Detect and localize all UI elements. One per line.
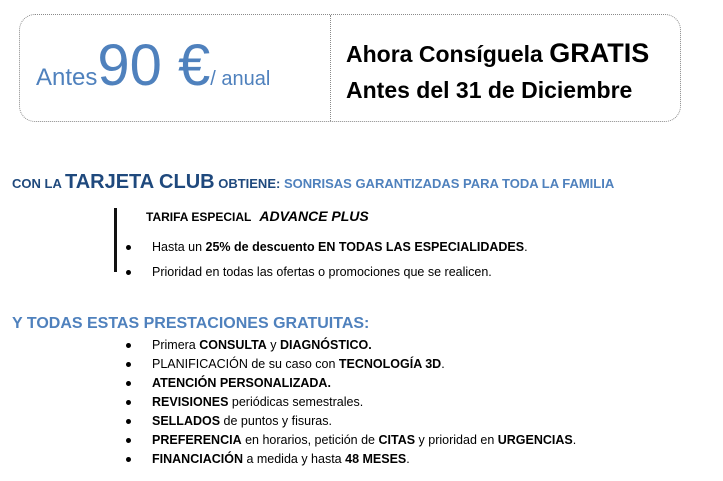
list-item: Hasta un 25% de descuento EN TODAS LAS ESPECIALIDADES. bbox=[152, 235, 528, 260]
prestaciones-heading: Y TODAS ESTAS PRESTACIONES GRATUITAS: bbox=[12, 315, 370, 332]
bullet-icon bbox=[126, 419, 131, 424]
price-amount: 90 € bbox=[97, 33, 211, 98]
bullet-icon bbox=[126, 381, 131, 386]
bullet-icon bbox=[126, 400, 131, 405]
free-offer bbox=[346, 35, 649, 108]
price-period: / anual bbox=[210, 68, 271, 90]
bullet-icon bbox=[126, 457, 131, 462]
offer-line-2: Antes del 31 de Diciembre bbox=[346, 77, 633, 103]
list-item: Primera CONSULTA y DIAGNÓSTICO. bbox=[152, 336, 576, 355]
old-price bbox=[36, 33, 271, 98]
plan-name: ADVANCE PLUS bbox=[259, 208, 369, 224]
tarifa-title: TARIFA ESPECIAL ADVANCE PLUS bbox=[146, 208, 369, 224]
box-divider bbox=[330, 15, 331, 121]
bullet-icon bbox=[126, 343, 131, 348]
list-item: Prioridad en todas las ofertas o promociones que se realicen. bbox=[152, 260, 528, 285]
antes-label: Antes bbox=[36, 64, 98, 91]
list-item: SELLADOS de puntos y fisuras. bbox=[152, 412, 576, 431]
gratis-label: GRATIS bbox=[549, 38, 650, 68]
bullet-icon bbox=[126, 438, 131, 443]
tarifa-benefits bbox=[152, 235, 528, 285]
club-brand: TARJETA CLUB bbox=[64, 171, 215, 193]
list-item: PLANIFICACIÓN de su caso con TECNOLOGÍA 3D. bbox=[152, 355, 576, 374]
prestaciones-list bbox=[152, 336, 576, 469]
list-item: FINANCIACIÓN a medida y hasta 48 MESES. bbox=[152, 450, 576, 469]
list-item: ATENCIÓN PERSONALIZADA. bbox=[152, 374, 576, 393]
offer-box bbox=[19, 14, 681, 122]
bullet-icon bbox=[126, 245, 131, 250]
list-item: PREFERENCIA en horarios, petición de CITAS y prioridad en URGENCIAS. bbox=[152, 431, 576, 450]
bullet-icon bbox=[126, 270, 131, 275]
club-tagline: SONRISAS GARANTIZADAS PARA TODA LA FAMILIA bbox=[283, 176, 615, 191]
club-heading: CON LA TARJETA CLUB OBTIENE: SONRISAS GARANTIZADAS PARA TODA LA FAMILIA bbox=[12, 171, 615, 193]
offer-line-1: Ahora Consíguela GRATIS bbox=[346, 38, 650, 68]
bullet-icon bbox=[126, 362, 131, 367]
section-bar bbox=[114, 208, 117, 272]
list-item: REVISIONES periódicas semestrales. bbox=[152, 393, 576, 412]
